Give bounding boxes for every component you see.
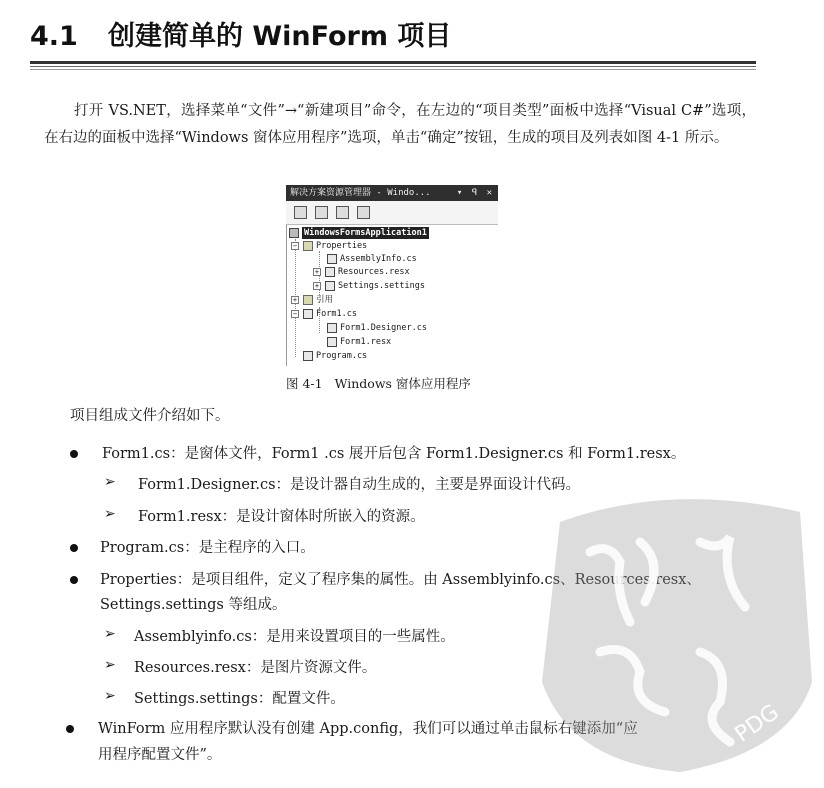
list-item-appconfig: WinForm 应用程序默认没有创建 App.config，我们可以通过单击鼠标右键添加“应 [98,721,638,737]
tree-item-root: WindowsFormsApplication1 [289,227,429,239]
collapse-icon: − [292,310,298,318]
list-item-properties-cont: Settings.settings 等组成。 [100,597,287,613]
collapse-icon: − [292,242,298,250]
solution-explorer-figure [286,185,498,368]
show-all-files-icon [336,206,349,219]
list-item-form1-resx: Form1.resx：是设计窗体时所嵌入的资源。 [138,509,425,525]
tree-item-form1-resx: Form1.resx [327,336,391,348]
list-item-resources: Resources.resx：是图片资源文件。 [134,660,377,676]
refresh-icon [315,206,328,219]
cs-file-icon [303,351,313,361]
list-item-settings: Settings.settings：配置文件。 [134,691,345,707]
window-controls: ▾ ꟼ ✕ [456,188,494,198]
figure-caption [286,374,471,392]
arrow-bullet-icon: ➢ [104,506,116,522]
properties-icon [294,206,307,219]
solution-explorer-title: 解决方案资源管理器 - Windo... [290,188,431,198]
tree-item-program: Program.cs [303,350,367,362]
section-heading [30,14,451,53]
tree-item-settings: + Settings.settings [314,281,425,291]
list-item-appconfig-cont: 用程序配置文件”。 [98,747,222,763]
tree-item-references: + 引用 [292,295,334,305]
solution-explorer-toolbar [286,201,498,225]
solution-tree [286,225,498,366]
tree-item-form1: − Form1.cs [292,309,357,319]
expand-icon: + [292,296,298,304]
bullet-icon [66,725,74,733]
list-item-program: Program.cs：是主程序的入口。 [100,540,315,556]
solution-project-icon [289,228,299,238]
resx-file-icon [325,267,335,277]
folder-icon [303,241,313,251]
list-item-form1: Form1.cs：是窗体文件，Form1 .cs 展开后包含 Form1.Designer.cs 和 Form1.resx。 [102,446,686,462]
list-item-assemblyinfo: Assemblyinfo.cs：是用来设置项目的一些属性。 [134,629,455,645]
heading-rule [30,61,756,64]
figure-caption-text: Windows 窗体应用程序 [334,376,471,391]
bullet-icon [70,576,78,584]
solution-explorer-titlebar [286,185,498,201]
section-title: 创建简单的 WinForm 项目 [108,21,452,52]
tree-item-properties: − Properties [292,241,368,251]
heading-rule-thin-2 [30,69,756,70]
figure-label: 图 4-1 [286,376,323,391]
cs-file-icon [327,254,337,264]
resx-file-icon [327,337,337,347]
intro-paragraph: 打开 VS.NET，选择菜单“文件”→“新建项目”命令，在左边的“项目类型”面板中选择“Visual C#”选项，在右边的面板中选择“Windows 窗体应用程序”选项，单击“确定”按钮，生成的项目及列表如图 4-1 所示。 [44,103,756,146]
tree-item-form1-designer: Form1.Designer.cs [327,322,427,334]
bullet-icon [70,450,78,458]
references-icon [303,295,313,305]
form-file-icon [303,309,313,319]
expand-icon: + [314,268,320,276]
arrow-bullet-icon: ➢ [104,688,116,704]
heading-rule-thin [30,66,756,67]
arrow-bullet-icon: ➢ [104,474,116,490]
watermark-text: PDG [730,699,784,748]
expand-icon: + [314,282,320,290]
list-intro: 项目组成文件介绍如下。 [70,408,230,424]
tree-item-resources: + Resources.resx [314,267,410,277]
tree-item-assemblyinfo: AssemblyInfo.cs [327,253,417,265]
section-number: 4.1 [30,21,78,52]
list-item-properties: Properties：是项目组件，定义了程序集的属性。由 Assemblyinfo.cs、Resources.resx、 [100,572,701,588]
cs-file-icon [327,323,337,333]
arrow-bullet-icon: ➢ [104,657,116,673]
arrow-bullet-icon: ➢ [104,626,116,642]
list-item-form1-designer: Form1.Designer.cs：是设计器自动生成的，主要是界面设计代码。 [138,477,581,493]
bullet-icon [70,544,78,552]
view-class-icon [357,206,370,219]
settings-file-icon [325,281,335,291]
